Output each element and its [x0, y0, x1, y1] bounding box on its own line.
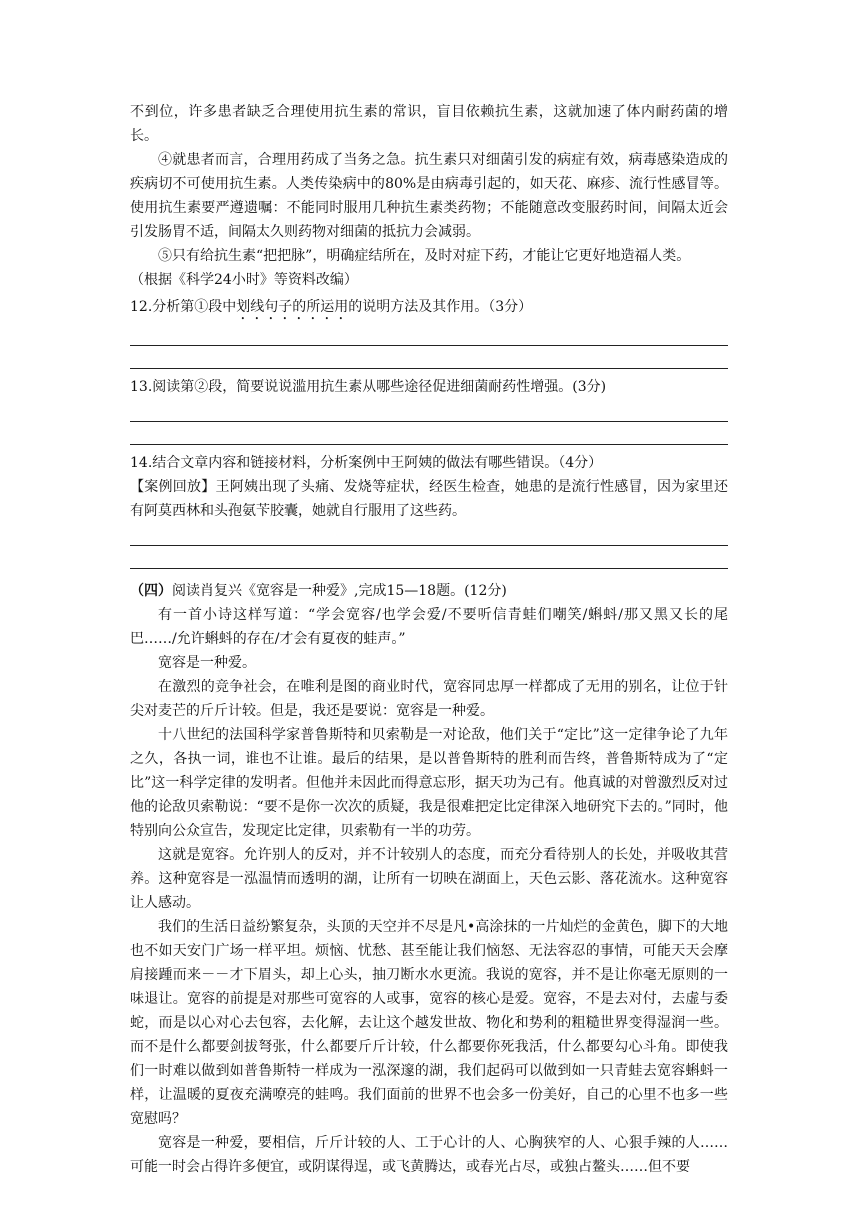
q12-text: 12.分析第①段中 — [130, 299, 237, 315]
case-review: 【案例回放】王阿姨出现了头痛、发烧等症状，经医生检查，她患的是流行性感冒，因为家里还有阿莫西林和头孢氨苄胶囊，她就自行服用了这些药。 — [130, 479, 728, 519]
answer-line-13b[interactable] — [130, 422, 728, 445]
section-4-title: 阅读肖复兴《宽容是一种爱》,完成15—18题。(12分) — [172, 583, 507, 599]
q12-emphasis: 划线句子的所运用 — [236, 299, 349, 315]
section-4-label: （四） — [130, 583, 172, 599]
question-12 — [130, 295, 728, 323]
document-page — [130, 100, 728, 1179]
question-13: 13.阅读第②段，简要说说滥用抗生素从哪些途径促进细菌耐药性增强。(3分) — [130, 379, 607, 395]
s4-paragraph-4: 十八世纪的法国科学家普鲁斯特和贝索勒是一对论敌，他们关于“定比”这一定律争论了九年之久，各执一词，谁也不让谁。最后的结果，是以普鲁斯特的胜利而告终，普鲁斯特成为了“定比”这一科学定律的发明者。但他并未因此而得意忘形，据天功为己有。他真诚的对曾激烈反对过他的论敌贝索勒说：“要不是你一次次的质疑，我是很难把定比定律深入地研究下去的。”同时，他特别向公众宣告，发现定比定律，贝索勒有一半的功劳。 — [130, 727, 728, 839]
s4-paragraph-6: 我们的生活日益纷繁复杂，头顶的天空并不尽是凡•高涂抹的一片灿烂的金黄色，脚下的大地也不如天安门广场一样平坦。烦恼、忧愁、甚至能让我们恼怒、无法容忍的事情，可能天天会摩肩接踵而来－－才下眉头，却上心头，抽刀断水水更流。我说的宽容，并不是让你毫无原则的一味退让。宽容的前提是对那些可宽容的人或事，宽容的核心是爱。宽容，不是去对付，去虚与委蛇，而是以心对心去包容，去化解，去让这个越发世故、物化和势利的粗糙世界变得湿润一些。而不是什么都要剑拔弩张，什么都要斤斤计较，什么都要你死我活，什么都要勾心斗角。即使我们一时难以做到如普鲁斯特一样成为一泓深邃的湖，我们起码可以做到如一只青蛙去宽容蝌蚪一样，让温暖的夏夜充满嘹亮的蛙鸣。我们面前的世界不也会多一份美好，自己的心里不也多一些宽慰吗？ — [130, 919, 728, 1127]
answer-line-12a[interactable] — [130, 323, 728, 346]
s4-paragraph-3: 在激烈的竞争社会，在唯利是图的商业时代，宽容同忠厚一样都成了无用的别名，让位于针尖对麦芒的斤斤计较。但是，我还是要说：宽容是一种爱。 — [130, 679, 728, 719]
section-4-heading — [130, 579, 728, 603]
source-note: （根据《科学24小时》等资料改编） — [130, 272, 358, 288]
answer-line-14a[interactable] — [130, 523, 728, 546]
s4-paragraph-2: 宽容是一种爱。 — [158, 655, 256, 671]
s4-paragraph-7: 宽容是一种爱，要相信，斤斤计较的人、工于心计的人、心胸狭窄的人、心狠手辣的人……可能一时会占得许多便宜，或阴谋得逞，或飞黄腾达，或春光占尽，或独占鳌头……但不要 — [130, 1135, 728, 1175]
paragraph-5: ⑤只有给抗生素“把把脉”，明确症结所在，及时对症下药，才能让它更好地造福人类。 — [158, 248, 691, 264]
answer-line-12b[interactable] — [130, 346, 728, 369]
s4-paragraph-1: 有一首小诗这样写道：“学会宽容/也学会爱/不要听信青蛙们嘲笑/蝌蚪/那又黑又长的尾巴……/允许蝌蚪的存在/才会有夏夜的蛙声。” — [130, 607, 728, 647]
paragraph-4: ④就患者而言，合理用药成了当务之急。抗生素只对细菌引发的病症有效，病毒感染造成的疾病切不可使用抗生素。人类传染病中的80%是由病毒引起的，如天花、麻疹、流行性感冒等。使用抗生素要严遵遗嘱：不能同时服用几种抗生素类药物；不能随意改变服药时间，间隔太近会引发肠胃不适，间隔太久则药物对细菌的抵抗力会减弱。 — [130, 152, 728, 240]
answer-line-13a[interactable] — [130, 399, 728, 422]
q12-tail: 的说明方法及其作用。（3分） — [348, 299, 533, 315]
answer-line-14b[interactable] — [130, 546, 728, 569]
paragraph-continued: 不到位，许多患者缺乏合理使用抗生素的常识，盲目依赖抗生素，这就加速了体内耐药菌的增长。 — [130, 104, 728, 144]
s4-paragraph-5: 这就是宽容。允许别人的反对，并不计较别人的态度，而充分看待别人的长处，并吸收其营养。这种宽容是一泓温情而透明的湖，让所有一切映在湖面上，天色云影、落花流水。这种宽容让人感动。 — [130, 847, 728, 911]
question-14: 14.结合文章内容和链接材料，分析案例中王阿姨的做法有哪些错误。（4分） — [130, 455, 603, 471]
